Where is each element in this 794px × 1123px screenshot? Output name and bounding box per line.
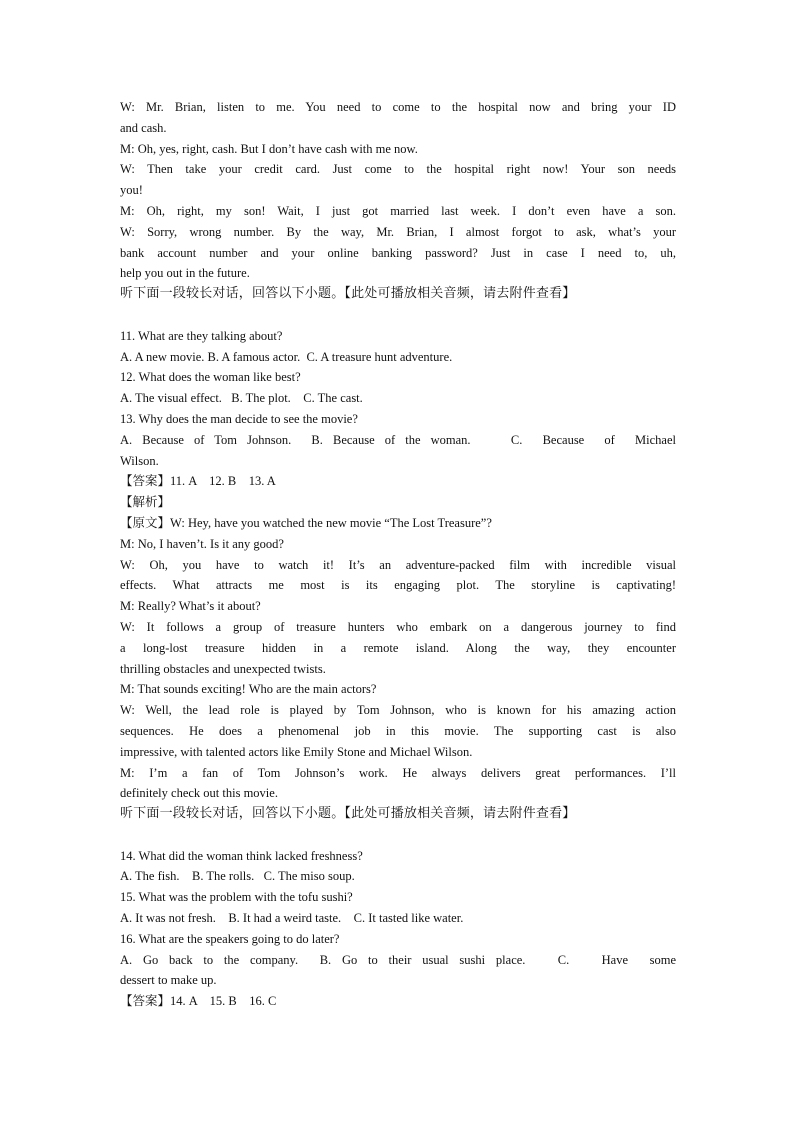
dialogue-line: W: Then take your credit card. Just come to the hospital right now! Your son needs [120,162,676,177]
question-group-1 [120,326,676,472]
dialogue-1 [120,97,676,284]
question-line: A. Because of Tom Johnson. B. Because of the woman. C. Because of Michael [120,432,676,447]
transcript-first-line [120,513,676,534]
question-line: A. The visual effect. B. The plot. C. The cast. [120,391,363,406]
analysis-tag: 【解析】 [120,494,171,510]
dialogue-line: W: Mr. Brian, listen to me. You need to come to the hospital now and bring your ID [120,100,676,114]
transcript-line: sequences. He does a phenomenal job in this movie. The supporting cast is also [120,723,676,738]
blank-line [120,305,676,326]
question-line: 14. What did the woman think lacked freshness? [120,848,363,863]
document-page [120,97,676,1012]
question-line: A. It was not fresh. B. It had a weird taste. C. It tasted like water. [120,911,464,926]
dialogue-line: bank account number and your online banking password? Just in case I need to, uh, [120,245,676,260]
dialogue-line: you! [120,183,143,198]
transcript [120,534,676,804]
answer-line [120,471,676,492]
transcript-line: effects. What attracts me most is its engaging plot. The storyline is captivating! [120,578,676,593]
dialogue-line: M: Oh, right, my son! Wait, I just got married last week. I don’t even have a son. [120,203,676,218]
answer-line [120,991,676,1012]
transcript-first-text: W: Hey, have you watched the new movie “The Lost Treasure”? [170,515,492,530]
listening-instruction: 听下面一段较长对话，回答以下小题。【此处可播放相关音频，请去附件查看】 [120,806,576,822]
transcript-line: W: It follows a group of treasure hunters who embark on a dangerous journey to find [120,619,676,634]
transcript-line: M: Really? What’s it about? [120,599,261,614]
dialogue-line: help you out in the future. [120,266,250,281]
dialogue-line: and cash. [120,120,167,135]
question-line: A. The fish. B. The rolls. C. The miso soup. [120,869,355,884]
answer-text: 14. A 15. B 16. C [170,994,277,1009]
question-line: 11. What are they talking about? [120,328,283,343]
question-line: 16. What are the speakers going to do later? [120,931,340,946]
transcript-line: M: I’m a fan of Tom Johnson’s work. He always delivers great performances. I’ll [120,765,676,780]
transcript-line: W: Well, the lead role is played by Tom Johnson, who is known for his amazing action [120,703,676,718]
transcript-line: W: Oh, you have to watch it! It’s an adventure-packed film with incredible visual [120,557,676,572]
transcript-line: definitely check out this movie. [120,786,278,801]
transcript-line: M: No, I haven’t. Is it any good? [120,536,284,551]
transcript-line: a long-lost treasure hidden in a remote island. Along the way, they encounter [120,640,676,655]
transcript-tag: 【原文】 [120,514,171,530]
question-line: 13. Why does the man decide to see the movie? [120,411,358,426]
dialogue-line: W: Sorry, wrong number. By the way, Mr. Brian, I almost forgot to ask, what’s your [120,224,676,239]
question-line: A. A new movie. B. A famous actor. C. A treasure hunt adventure. [120,349,453,364]
transcript-line: impressive, with talented actors like Emily Stone and Michael Wilson. [120,744,473,759]
question-line: dessert to make up. [120,973,217,988]
listening-instruction: 听下面一段较长对话，回答以下小题。【此处可播放相关音频，请去附件查看】 [120,286,576,302]
transcript-line: M: That sounds exciting! Who are the main actors? [120,682,377,697]
question-line: A. Go back to the company. B. Go to their usual sushi place. C. Have some [120,952,676,967]
question-line: 15. What was the problem with the tofu sushi? [120,890,353,905]
dialogue-line: M: Oh, yes, right, cash. But I don’t have cash with me now. [120,141,418,156]
question-line: Wilson. [120,453,159,468]
question-group-2 [120,846,676,992]
transcript-line: thrilling obstacles and unexpected twists. [120,661,326,676]
question-line: 12. What does the woman like best? [120,370,301,385]
blank-line [120,825,676,846]
answer-tag: 【答案】 [120,993,171,1009]
answer-text: 11. A 12. B 13. A [170,474,276,489]
answer-tag: 【答案】 [120,473,171,489]
